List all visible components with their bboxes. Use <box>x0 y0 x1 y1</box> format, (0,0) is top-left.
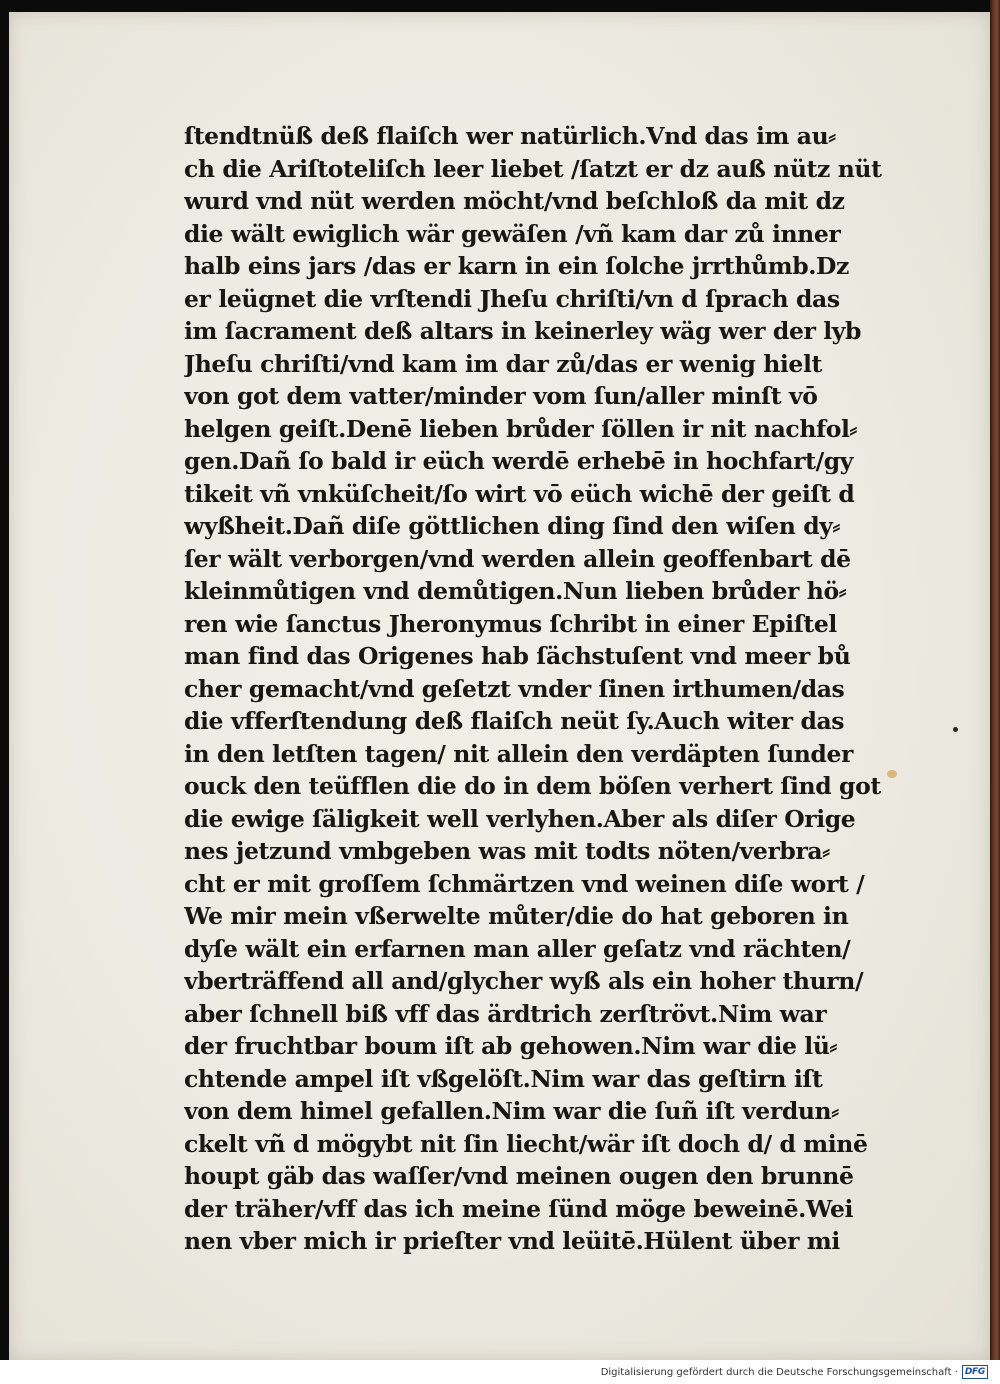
text-line: halb eins jars /das er karn in ein ſolche jrrthůmb.Dz <box>184 252 849 280</box>
text-line: chtende ampel iſt vßgelöſt.Nim war das geſtirn iſt <box>184 1064 823 1093</box>
text-line: die wält ewiglich wär gewäſen /vñ kam dar zů inner <box>184 219 841 248</box>
ink-spot <box>953 727 958 732</box>
text-line: er leügnet die vrſtendi Jheſu chriſti/vn d ſprach das <box>184 284 840 313</box>
text-line: Jheſu chriſti/vnd kam im dar zů/das er wenig hielt <box>184 349 822 378</box>
text-line: der träher/vff das ich meine ſünd möge beweinē.Wei <box>184 1194 854 1223</box>
text-line: gen.Dañ ſo bald ir eüch werdē erhebē in hochfart/gy <box>184 447 854 475</box>
text-line: vberträffend all and/glycher wyß als ein hoher thurn/ <box>184 967 864 995</box>
text-line: in den letſten tagen/ nit allein den verdäpten ſunder <box>184 739 853 768</box>
text-line: die vfferſtendung deß flaiſch neüt ſy.Auch witer das <box>184 707 845 735</box>
text-line: ren wie ſanctus Jheronymus ſchribt in einer Epiſtel <box>184 609 837 638</box>
text-line: cher gemacht/vnd geſetzt vnder ſinen irthumen/das <box>184 674 845 703</box>
text-line: wurd vnd nüt werden möcht/vnd beſchloß da mit dz <box>184 187 845 215</box>
text-line: die ewige ſäligkeit well verlyhen.Aber als diſer Orige <box>184 804 856 833</box>
text-line: nen vber mich ir prieſter vnd leüitē.Hülent über mi <box>184 1227 840 1255</box>
text-line: ſer wält verborgen/vnd werden allein geoffenbart dē <box>184 544 851 573</box>
text-line: von dem himel gefallen.Nim war die ſuñ iſt verdun⸗ <box>184 1097 839 1125</box>
page-text-block <box>184 120 904 1258</box>
dfg-logo: DFG <box>962 1365 988 1379</box>
text-line: der fruchtbar boum iſt ab gehowen.Nim war die lü⸗ <box>184 1032 837 1060</box>
footer-credit-text: Digitalisierung gefördert durch die Deutsche Forschungsgemeinschaft · <box>600 1366 958 1378</box>
text-line: houpt gäb das waſſer/vnd meinen ougen den brunnē <box>184 1162 854 1190</box>
text-line: helgen geiſt.Denē lieben brůder ſöllen ir nit nachfol⸗ <box>184 414 857 443</box>
text-line: dyſe wält ein erfarnen man aller geſatz vnd rächten/ <box>184 934 851 963</box>
text-line: cht er mit groſſem ſchmärtzen vnd weinen diſe wort / <box>184 869 865 898</box>
text-line: ſtendtnüß deß flaiſch wer natürlich.Vnd das im au⸗ <box>184 122 836 150</box>
text-line: wyßheit.Dañ diſe göttlichen ding ſind den wiſen dy⸗ <box>184 512 840 540</box>
text-line: ouck den teüfflen die do in dem böſen verhert ſind got <box>184 772 881 800</box>
text-line: kleinmůtigen vnd demůtigen.Nun lieben brůder hö⸗ <box>184 577 847 605</box>
text-line: nes jetzund vmbgeben was mit todts nöten/verbra⸗ <box>184 837 830 865</box>
text-line: ckelt vñ d mögybt nit ſin liecht/wär iſt doch d/ d minē <box>184 1129 868 1158</box>
book-page <box>9 12 990 1360</box>
text-line: We mir mein vßerwelte můter/die do hat geboren in <box>184 902 849 930</box>
stain-spot <box>887 770 897 778</box>
text-line: von got dem vatter/minder vom ſun/aller minſt vō <box>184 382 818 410</box>
text-line: tikeit vñ vnküſcheit/ſo wirt vō eüch wichē der geiſt d <box>184 479 855 508</box>
footer-bar <box>0 1360 1000 1384</box>
book-edge <box>990 0 1000 1360</box>
text-line: ch die Ariſtoteliſch leer liebet /ſatzt er dz auß nütz nüt <box>184 154 882 183</box>
text-line: man find das Origenes hab ſächstuſent vnd meer bů <box>184 642 851 670</box>
text-line: aber ſchnell biß vff das ärdtrich zerſtrövt.Nim war <box>184 999 827 1028</box>
text-line: im ſacrament deß altars in keinerley wäg wer der lyb <box>184 317 862 345</box>
